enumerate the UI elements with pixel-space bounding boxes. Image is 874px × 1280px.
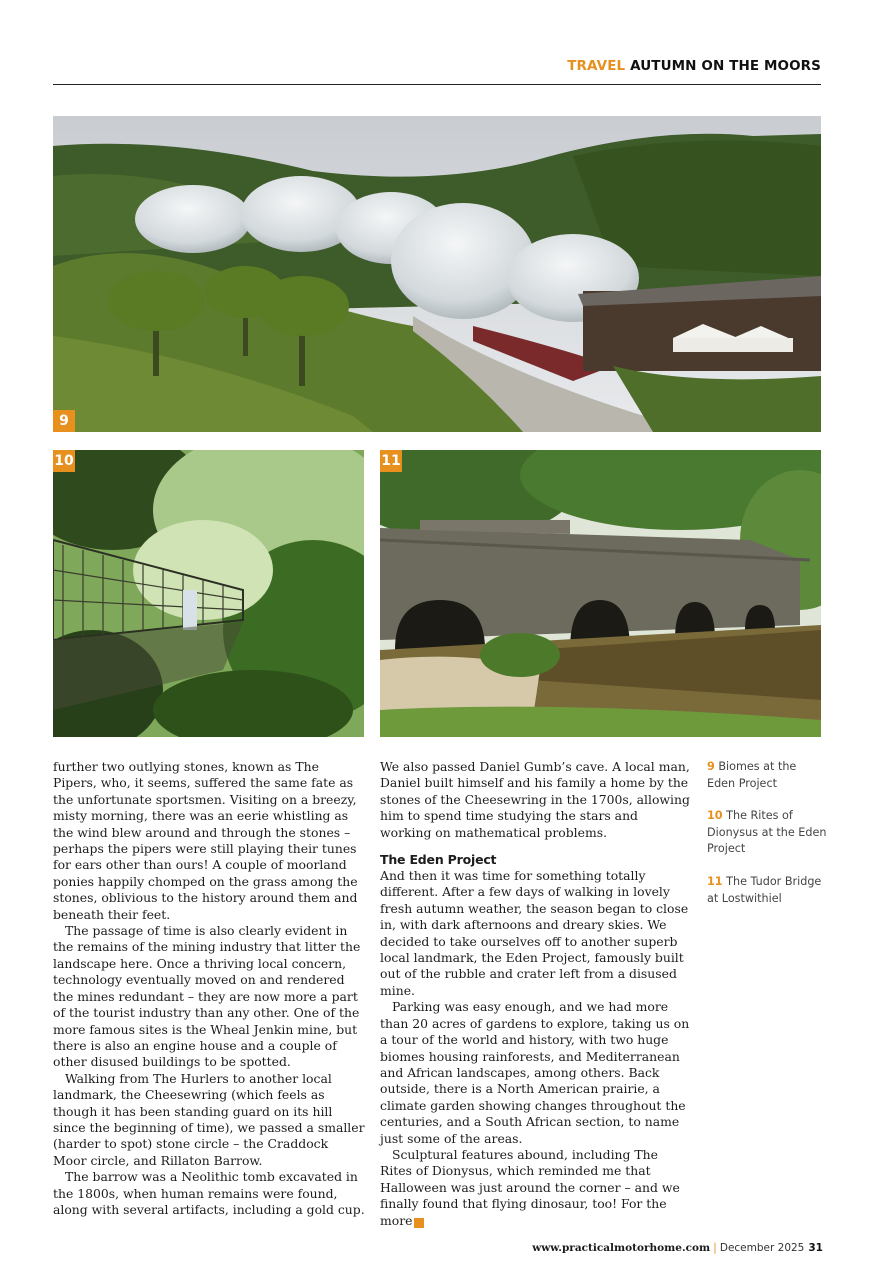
photo-captions: [707, 759, 827, 923]
paragraph: Parking was easy enough, and we had more than 20 acres of gardens to explore, taking us on a tour of the world and history, with two huge biomes housing rainforests, and Mediterranean and African landscapes, among others. Back outside, there is a North American prairie, a climate garden showing changes throughout the centuries, and a South African section, to name just some of the areas.: [380, 999, 690, 1146]
caption: [707, 759, 827, 792]
running-header: [567, 58, 821, 74]
photo-rites-of-dionysus: [53, 450, 364, 737]
page-number: 31: [808, 1242, 823, 1254]
footer-separator: |: [713, 1241, 717, 1254]
caption-number: 11: [707, 874, 723, 888]
continue-arrow-icon: ▶: [414, 1218, 424, 1228]
section-label: TRAVEL: [567, 58, 626, 74]
photo-number-badge: 9: [53, 410, 75, 432]
caption: [707, 808, 827, 858]
caption-text: The Tudor Bridge at Lostwithiel: [707, 874, 822, 905]
header-rule: [53, 84, 821, 85]
paragraph: Walking from The Hurlers to another local landmark, the Cheesewring (which feels as though it has been standing guard on its hill since the beginning of time), we passed a smaller (harder to spot) stone circle – the Craddock Moor circle, and Rillaton Barrow.: [53, 1070, 365, 1168]
paragraph: The barrow was a Neolithic tomb excavated in the 1800s, when human remains were found, along with several artifacts, including a gold cup.: [53, 1169, 365, 1217]
article-column-2: [380, 759, 692, 1229]
paragraph: And then it was time for something totally different. After a few days of walking in lovely fresh autumn weather, the season began to close in, with dark afternoons and dreary skies. We decided to take ourselves off to another superb local landmark, the Eden Project, famously built out of the rubble and crater left from a disused mine.: [380, 868, 689, 998]
caption-number: 9: [707, 760, 715, 773]
issue-date: December 2025: [719, 1242, 805, 1254]
photo-number-badge: 11: [380, 450, 402, 472]
section-heading: The Eden Project: [380, 852, 497, 868]
paragraph-continues: [380, 1147, 692, 1229]
paragraph: We also passed Daniel Gumb’s cave. A local man, Daniel built himself and his family a home by the stones of the Cheesewring in the 1700s, allowing him to spend time studying the stars and working on mathematical problems.: [380, 759, 690, 840]
caption-text: Biomes at the Eden Project: [707, 760, 797, 790]
paragraph: The passage of time is also clearly evident in the remains of the mining industry that litter the landscape here. Once a thriving local concern, technology eventually moved on and rendered the mines redundant – they are now more a part of the tourist industry than any other. One of the more famous sites is the Wheal Jenkin mine, but there is also an engine house and a couple of other disused buildings to be spotted.: [53, 923, 361, 1070]
page-footer: [532, 1241, 823, 1254]
article-column-1: [53, 759, 365, 1218]
photo-tudor-bridge: [380, 450, 821, 737]
caption-text: The Rites of Dionysus at the Eden Project: [707, 809, 827, 856]
caption: [707, 874, 827, 907]
caption-number: 10: [707, 809, 723, 823]
feature-title: AUTUMN ON THE MOORS: [630, 58, 821, 74]
paragraph: further two outlying stones, known as The Pipers, who, it seems, suffered the same fate as the unfortunate sportsmen. Visiting on a breezy, misty morning, there was an eerie whistling as the wind blew around and through the stones – perhaps the pipers were still playing their tunes for ears other than ours! A couple of moorland ponies happily chomped on the grass among the stones, oblivious to the history around them and beneath their feet.: [53, 759, 358, 922]
photo-biomes: [53, 116, 821, 432]
website-link[interactable]: www.practicalmotorhome.com: [532, 1242, 711, 1254]
photo-number-badge: 10: [53, 450, 75, 472]
paragraph-text: Sculptural features abound, including The Rites of Dionysus, which reminded me that Halloween was just around the corner – and we finally found that flying dinosaur, too! For the more: [380, 1146, 680, 1228]
